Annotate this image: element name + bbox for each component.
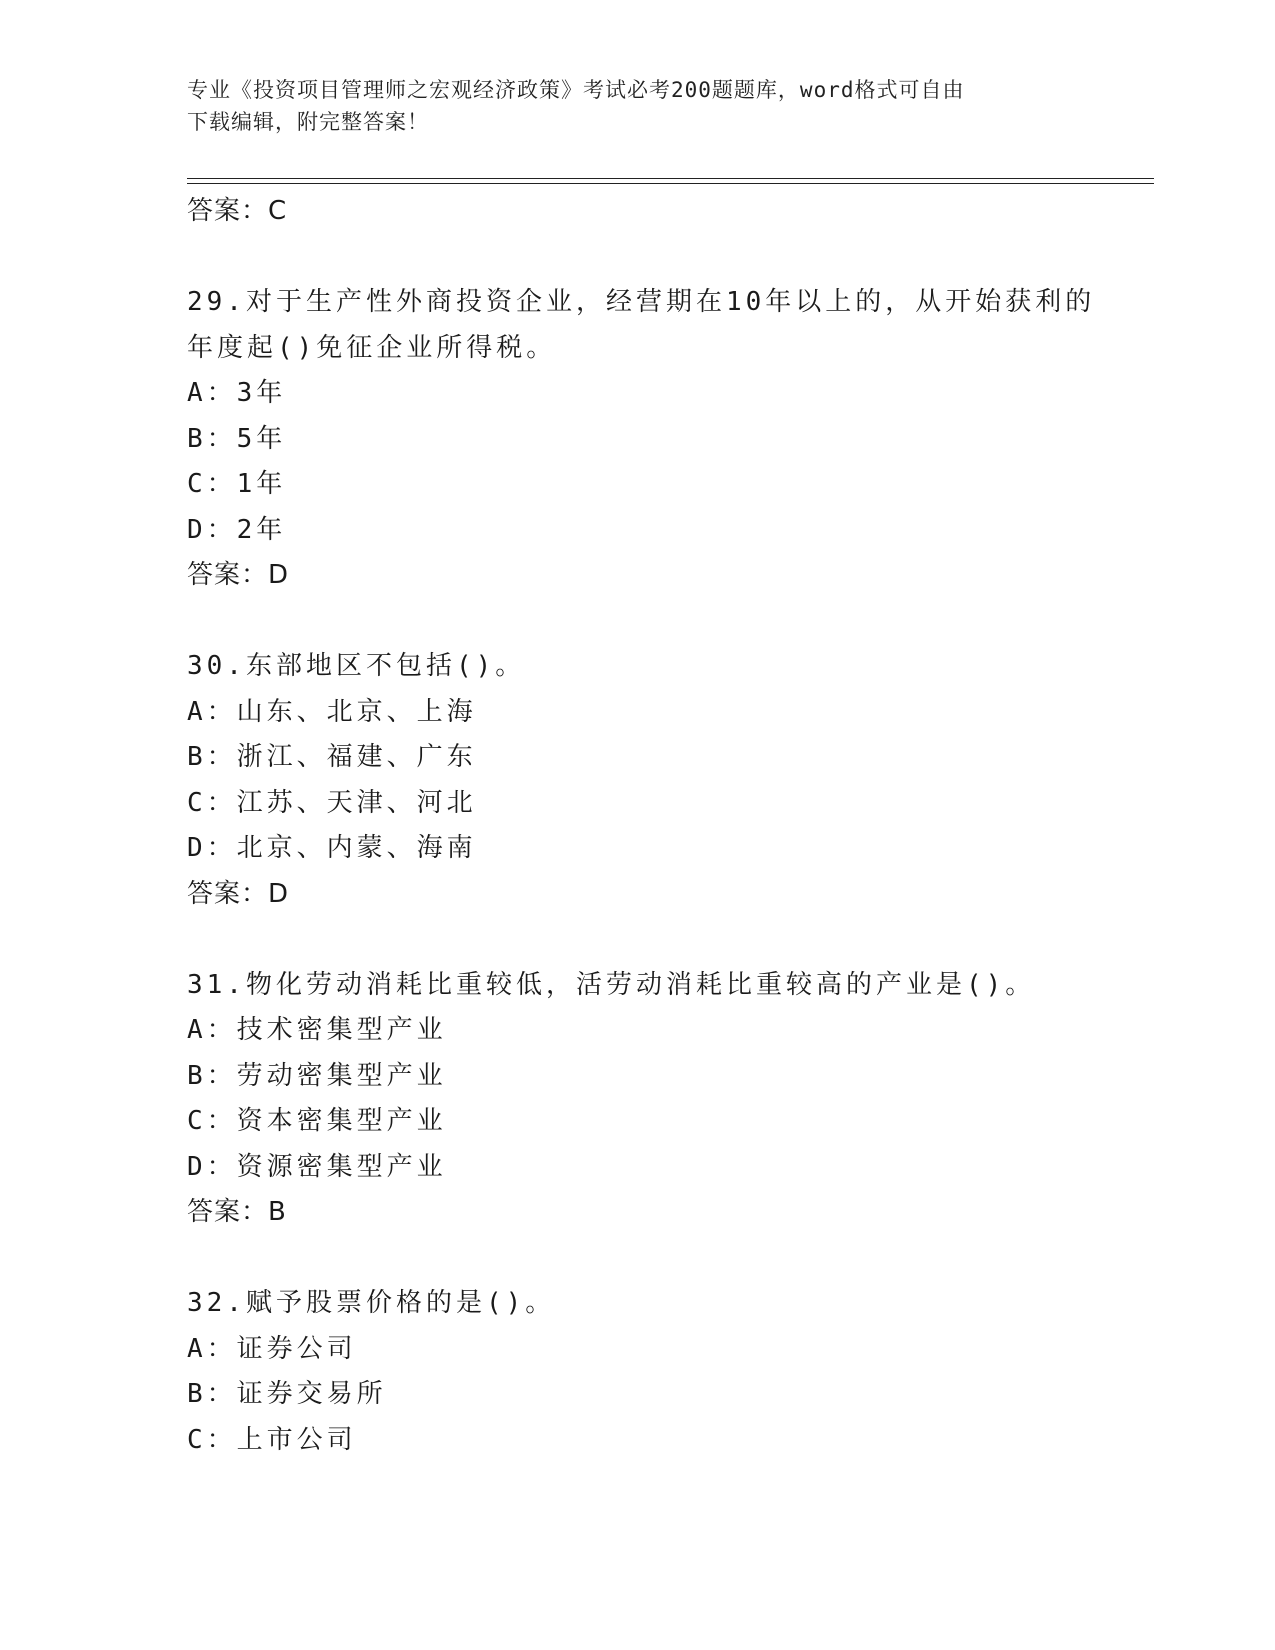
question-stem-line: 31.物化劳动消耗比重较低，活劳动消耗比重较高的产业是()。 [187,969,1036,1000]
option-c: C：1年 [187,469,287,499]
answer: 答案：B [187,1197,287,1227]
document-body [187,189,1147,1463]
spacer [187,917,1147,963]
question-29 [187,280,1147,599]
question-stem-line: 32.赋予股票价格的是()。 [187,1288,556,1318]
question-30 [187,644,1147,917]
option-c: C：资本密集型产业 [187,1106,447,1136]
previous-answer: 答案：C [187,196,288,226]
header-divider-top [187,178,1154,179]
header-divider-bottom [187,183,1154,184]
question-stem-line: 30.东部地区不包括()。 [187,651,526,681]
option-c: C：上市公司 [187,1424,357,1455]
answer: 答案：D [187,878,290,909]
option-a: A：山东、北京、上海 [187,696,477,727]
header-line-2: 下载编辑，附完整答案！ [187,110,429,134]
page-header [187,74,1087,138]
option-b: B：浙江、福建、广东 [187,742,477,772]
answer: 答案：D [187,560,290,590]
question-stem-line: 年度起()免征企业所得税。 [187,332,557,363]
option-b: B：证券交易所 [187,1379,387,1409]
option-b: B：劳动密集型产业 [187,1060,447,1091]
question-stem-line: 29.对于生产性外商投资企业，经营期在10年以上的，从开始获利的 [187,287,1096,317]
header-line-1: 专业《投资项目管理师之宏观经济政策》考试必考200题题库，word格式可自由 [187,78,965,102]
question-32 [187,1281,1147,1463]
spacer [187,1236,1147,1282]
option-c: C：江苏、天津、河北 [187,787,477,818]
spacer [187,599,1147,645]
spacer [187,235,1147,281]
option-b: B：5年 [187,423,287,454]
option-a: A：3年 [187,378,287,408]
option-d: D：2年 [187,514,287,545]
option-a: A：证券公司 [187,1333,357,1364]
option-d: D：资源密集型产业 [187,1151,447,1182]
option-a: A：技术密集型产业 [187,1015,447,1045]
question-31 [187,963,1147,1236]
option-d: D：北京、内蒙、海南 [187,833,477,863]
